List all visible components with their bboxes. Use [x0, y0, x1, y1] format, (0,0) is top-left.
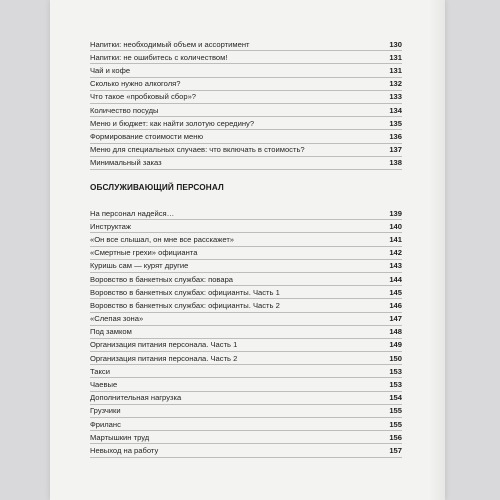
toc-entry-title: Сколько нужно алкоголя? — [90, 79, 181, 89]
toc-entry-page: 141 — [389, 234, 402, 244]
toc-entry-page: 148 — [389, 327, 402, 337]
toc-list-drinks — [90, 38, 402, 170]
page-spine-shadow — [429, 0, 445, 500]
toc-entry-title: Мартышкин труд — [90, 432, 150, 442]
toc-entry-title: Фриланс — [90, 419, 121, 429]
toc-entry-title: Грузчики — [90, 406, 121, 416]
toc-entry — [90, 104, 402, 117]
toc-entry-title: Организация питания персонала. Часть 2 — [90, 353, 238, 363]
toc-entry-title: Формирование стоимости меню — [90, 131, 204, 141]
toc-entry-title: Под замком — [90, 327, 132, 337]
toc-entry-title: Напитки: не ошибитесь с количеством! — [90, 52, 228, 62]
toc-entry-page: 135 — [389, 118, 402, 128]
toc-entry — [90, 431, 402, 444]
toc-entry-page: 155 — [389, 406, 402, 416]
toc-entry — [90, 220, 402, 233]
toc-entry-title: Воровство в банкетных службах: официанты. Часть 1 — [90, 287, 280, 297]
toc-entry-title: Чай и кофе — [90, 65, 131, 75]
toc-entry-title: Инструктаж — [90, 221, 131, 231]
toc-entry-title: Воровство в банкетных службах: повара — [90, 274, 234, 284]
toc-entry-page: 138 — [389, 158, 402, 168]
toc-entry-page: 157 — [389, 445, 402, 455]
toc-entry-page: 145 — [389, 287, 402, 297]
toc-entry-page: 132 — [389, 79, 402, 89]
section-heading: ОБСЛУЖИВАЮЩИЙ ПЕРСОНАЛ — [90, 183, 224, 192]
toc-entry-title: Такси — [90, 366, 110, 376]
toc-entry-title: Дополнительная нагрузка — [90, 393, 182, 403]
toc-entry-page: 155 — [389, 419, 402, 429]
toc-entry-page: 139 — [389, 208, 402, 218]
toc-entry — [90, 299, 402, 312]
toc-entry — [90, 91, 402, 104]
toc-entry-title: На персонал надейся… — [90, 208, 175, 218]
toc-entry-page: 134 — [389, 105, 402, 115]
toc-entry-title: Куришь сам — курят другие — [90, 261, 189, 271]
toc-entry — [90, 38, 402, 51]
toc-entry — [90, 365, 402, 378]
toc-entry-title: Минимальный заказ — [90, 158, 162, 168]
toc-entry — [90, 130, 402, 143]
toc-entry — [90, 144, 402, 157]
toc-entry-title: «Слепая зона» — [90, 314, 144, 324]
toc-entry — [90, 313, 402, 326]
toc-entry-page: 153 — [389, 380, 402, 390]
toc-entry-page: 144 — [389, 274, 402, 284]
toc-entry-page: 140 — [389, 221, 402, 231]
toc-entry-title: «Смертные грехи» официанта — [90, 248, 198, 258]
toc-entry-title: Напитки: необходимый объем и ассортимент — [90, 39, 250, 49]
toc-entry-page: 142 — [389, 248, 402, 258]
toc-entry-title: Меню для специальных случаев: что включать в стоимость? — [90, 145, 305, 155]
book-page — [50, 0, 445, 500]
toc-entry-page: 143 — [389, 261, 402, 271]
toc-entry — [90, 117, 402, 130]
toc-entry-page: 150 — [389, 353, 402, 363]
toc-entry-page: 137 — [389, 145, 402, 155]
toc-entry-page: 130 — [389, 39, 402, 49]
toc-list-staff — [90, 207, 402, 458]
toc-entry — [90, 326, 402, 339]
toc-entry-title: Меню и бюджет: как найти золотую середину? — [90, 118, 255, 128]
toc-entry-title: Организация питания персонала. Часть 1 — [90, 340, 238, 350]
toc-entry — [90, 64, 402, 77]
toc-entry-page: 149 — [389, 340, 402, 350]
toc-entry — [90, 378, 402, 391]
toc-entry — [90, 444, 402, 457]
toc-entry — [90, 392, 402, 405]
toc-entry — [90, 207, 402, 220]
toc-entry-page: 131 — [389, 52, 402, 62]
toc-entry-title: Чаевые — [90, 380, 118, 390]
toc-entry — [90, 273, 402, 286]
toc-entry — [90, 286, 402, 299]
toc-entry — [90, 352, 402, 365]
toc-entry — [90, 418, 402, 431]
toc-entry — [90, 405, 402, 418]
toc-entry — [90, 78, 402, 91]
toc-entry-page: 147 — [389, 314, 402, 324]
toc-entry-page: 156 — [389, 432, 402, 442]
toc-entry — [90, 339, 402, 352]
toc-entry — [90, 247, 402, 260]
toc-entry-title: Воровство в банкетных службах: официанты. Часть 2 — [90, 300, 280, 310]
toc-entry-page: 153 — [389, 366, 402, 376]
toc-entry-page: 133 — [389, 92, 402, 102]
toc-entry-page: 131 — [389, 65, 402, 75]
toc-entry — [90, 51, 402, 64]
toc-entry-title: Количество посуды — [90, 105, 159, 115]
toc-entry-page: 146 — [389, 300, 402, 310]
toc-entry — [90, 157, 402, 170]
toc-entry — [90, 260, 402, 273]
toc-entry-title: «Он все слышал, он мне все расскажет» — [90, 234, 235, 244]
toc-entry-title: Что такое «пробковый сбор»? — [90, 92, 197, 102]
toc-entry-page: 154 — [389, 393, 402, 403]
toc-entry-title: Невыход на работу — [90, 445, 159, 455]
toc-entry — [90, 233, 402, 246]
toc-entry-page: 136 — [389, 131, 402, 141]
